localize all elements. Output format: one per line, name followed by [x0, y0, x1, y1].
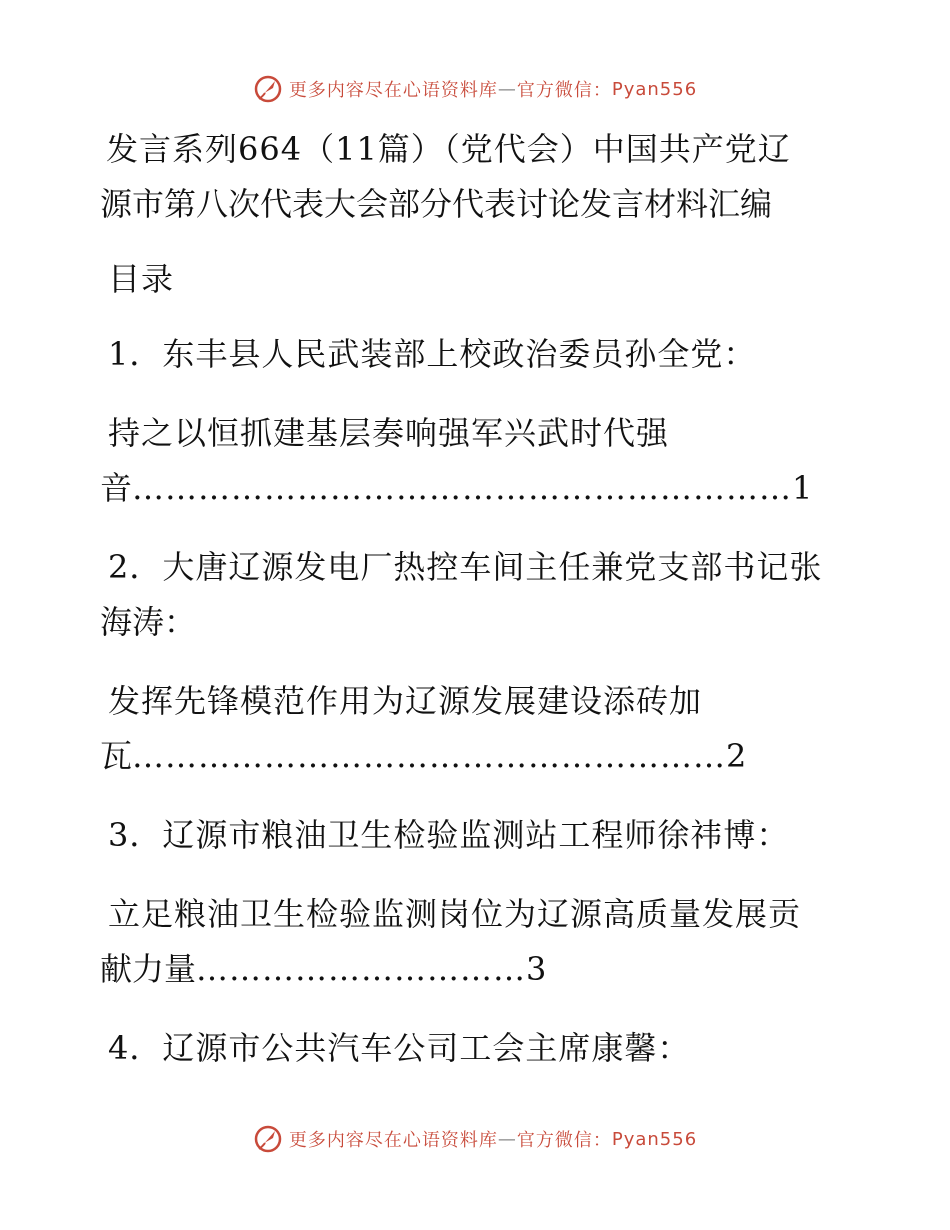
toc-entry-2-speaker-cont: 海涛：	[100, 603, 197, 641]
document-title-line-1: 发言系列664（11篇）（党代会）中国共产党辽	[106, 130, 791, 168]
document-body	[100, 122, 860, 1076]
toc-entry-4-speaker: 4．辽源市公共汽车公司工会主席康馨：	[108, 1029, 691, 1067]
header-watermark	[0, 74, 950, 104]
toc-entry-3-topic: 立足粮油卫生检验监测岗位为辽源高质量发展贡	[108, 895, 802, 933]
watermark-dash: —	[497, 1128, 517, 1150]
toc-heading: 目录	[108, 260, 175, 298]
toc-entry-2-dots: ………………………………………………	[132, 737, 727, 775]
toc-entry-3-dots: …………………………	[196, 950, 527, 988]
quill-pen-logo-icon	[253, 74, 283, 104]
watermark-brand-text: 更多内容尽在心语资料库	[288, 80, 498, 101]
toc-entry-1-leader-line	[100, 461, 860, 516]
toc-entry-3-topic-end: 献力量	[100, 950, 197, 988]
toc-entry-1-topic-end: 音	[100, 469, 133, 507]
watermark-wechat-label: 官方微信：	[516, 80, 612, 101]
watermark-wechat-id: Pyan556	[611, 1128, 698, 1150]
toc-entry-3-leader-line	[100, 942, 860, 997]
toc-entry-1-speaker: 1．东丰县人民武装部上校政治委员孙全党：	[108, 335, 757, 373]
footer-watermark	[0, 1124, 950, 1154]
toc-entry-3-page: 3	[526, 950, 547, 988]
watermark-wechat-id: Pyan556	[611, 78, 698, 100]
quill-pen-logo-icon	[253, 1124, 283, 1154]
toc-entry-3-speaker: 3．辽源市粮油卫生检验监测站工程师徐祎博：	[108, 816, 790, 854]
watermark-wechat-label: 官方微信：	[516, 1130, 612, 1151]
document-title-line-2: 源市第八次代表大会部分代表讨论发言材料汇编	[100, 185, 773, 223]
toc-entry-2-topic-end: 瓦	[100, 737, 133, 775]
watermark-brand-text: 更多内容尽在心语资料库	[288, 1130, 498, 1151]
toc-entry-2-topic: 发挥先锋模范作用为辽源发展建设添砖加	[108, 682, 703, 720]
toc-entry-1-dots: ……………………………………………………	[132, 469, 793, 507]
toc-entry-2-leader-line	[100, 729, 860, 784]
toc-entry-1-topic: 持之以恒抓建基层奏响强军兴武时代强	[108, 414, 670, 452]
toc-entry-2-speaker: 2．大唐辽源发电厂热控车间主任兼党支部书记张	[108, 548, 823, 586]
toc-entry-1-page: 1	[792, 469, 813, 507]
toc-entry-2-page: 2	[726, 737, 747, 775]
watermark-dash: —	[497, 78, 517, 100]
